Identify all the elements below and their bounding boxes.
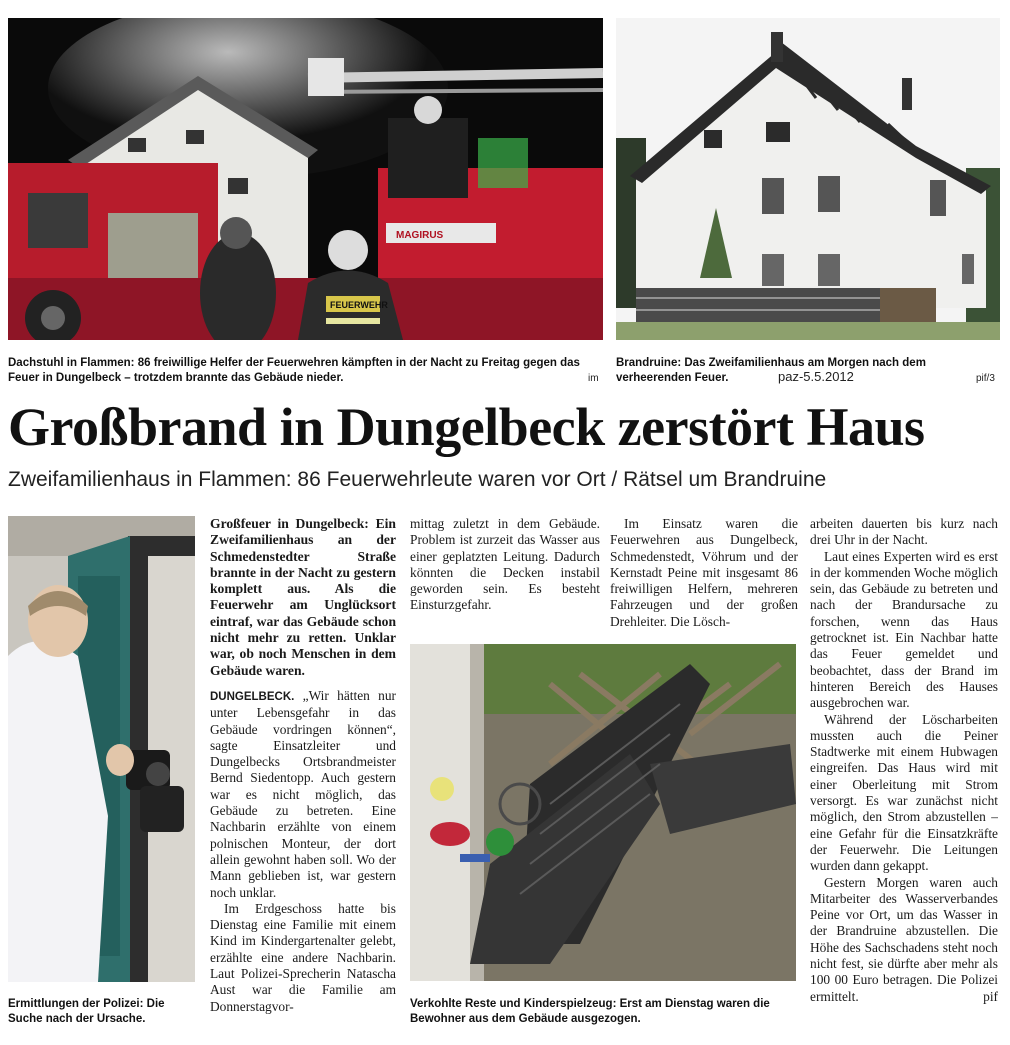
- debris-photo: [410, 644, 796, 981]
- ruin-photo: [616, 18, 1000, 340]
- article-paragraph: [210, 688, 396, 901]
- debris-photo-caption: Verkohlte Reste und Kinderspielzeug: Erst am Dienstag waren die Bewohner aus dem Gebäude ausgezogen.: [410, 998, 770, 1025]
- article-column-2: [410, 516, 600, 614]
- article-text: „Wir hätten nur unter Lebensgefahr in das Gebäude vordringen können“, sagte Einsatzleiter und Dungelbecks Ortsbrandmeister Bernd Siedentopp. Auch gestern war es nicht möglich, das Gebäude zu betreten. Eine Nachbarin erzählte von einem polnischen Monteur, der dort allein gewohnt haben soll. Wo der Mann geblieben ist, war gestern noch unklar.: [210, 687, 396, 900]
- article-lead: Großfeuer in Dungelbeck: Ein Zweifamilienhaus an der Schmedenstedter Straße brannte in der Nacht zu gestern komplett aus. Als die Feuerwehr am Unglücksort eintraf, war das Gebäude schon nicht mehr zu retten. Unklar war, ob noch Menschen in dem Gebäude waren.: [210, 516, 396, 678]
- headline: Großbrand in Dungelbeck zerstört Haus: [8, 397, 925, 457]
- author-initials: pif: [983, 988, 998, 1004]
- police-photo-caption: Ermittlungen der Polizei: Die Suche nach der Ursache.: [8, 998, 165, 1025]
- article-paragraph: arbeiten dauerten bis kurz nach drei Uhr in der Nacht.: [810, 516, 998, 548]
- article-paragraph: Im Einsatz waren die Feuerwehren aus Dungelbeck, Schmedenstedt, Vöhrum und der Kernstadt Peine mit insgesamt 86 freiwilligen Helfern, mehreren Fahrzeugen und der großen Drehleiter. Die Lösch-: [610, 516, 798, 629]
- fire-photo-credit: im: [588, 373, 599, 384]
- ruin-photo-caption: Brandruine: Das Zweifamilienhaus am Morgen nach dem verheerenden Feuer.: [616, 357, 926, 384]
- article-column-3: [610, 516, 798, 630]
- article-paragraph: Während der Löscharbeiten mussten auch die Peiner Stadtwerke mit einem Hubwagen eingreifen. Das Haus wird mit einer Oberleitung mit Strom versorgt. Es war zunächst nicht möglich, den Strom abzustellen – eine Gefahr für die Einsatzkräfte der Feuerwehr. Die Leitungen wurden dann gekappt.: [810, 711, 998, 874]
- article-paragraph: mittag zuletzt in dem Gebäude. Problem ist zurzeit das Wasser aus einer geplatzten Leitung. Dadurch könnten die Decken instabil geworden sein. Es besteht Einsturzgefahr.: [410, 516, 600, 613]
- truck-label: MAGIRUS: [396, 230, 444, 241]
- dateline: DUNGELBECK.: [210, 690, 295, 703]
- jacket-label: FEUERWEHR: [330, 300, 388, 310]
- ruin-photo-credit: pif/3: [976, 373, 995, 384]
- fire-photo: [8, 18, 603, 340]
- police-photo: [8, 516, 195, 982]
- article-paragraph: [810, 875, 998, 1005]
- fire-photo-caption: Dachstuhl in Flammen: 86 freiwillige Helfer der Feuerwehren kämpften in der Nacht zu Freitag gegen das Feuer in Dungelbeck – trotzdem brannte das Gebäude nieder.: [8, 357, 580, 384]
- article-paragraph: Im Erdgeschoss hatte bis Dienstag eine Familie mit einem Kind im Kindergartenalter gelebt, erzählte eine andere Nachbarin. Laut Polizei-Sprecherin Natascha Aust war die Familie am Donnerstagvor-: [210, 900, 396, 1014]
- article-text: Gestern Morgen waren auch Mitarbeiter des Wasserverbandes Peine vor Ort, um das Wasser in der Brandruine abzustellen. Die Höhe des Sachschadens steht noch nicht fest, sie dürfte aber mehr als 100 00 Euro betragen. Die Polizei ermittelt.: [810, 874, 998, 1004]
- article-column-4: [810, 516, 998, 1036]
- subheadline: Zweifamilienhaus in Flammen: 86 Feuerwehrleute waren vor Ort / Rätsel um Brandruine: [8, 468, 827, 491]
- article-column-1: [210, 516, 396, 1036]
- source-stamp: paz-5.5.2012: [778, 369, 854, 384]
- article-paragraph: Laut eines Experten wird es erst in der kommenden Woche möglich sein, das Gebäude zu betreten und nach der Brandursache zu forschen, wenn das Haus getrocknet ist. Ein Nachbar hatte das Feuer gemeldet und beobachtet, dass der Brand im hinteren Bereich des Hauses ausgebrochen war.: [810, 548, 998, 711]
